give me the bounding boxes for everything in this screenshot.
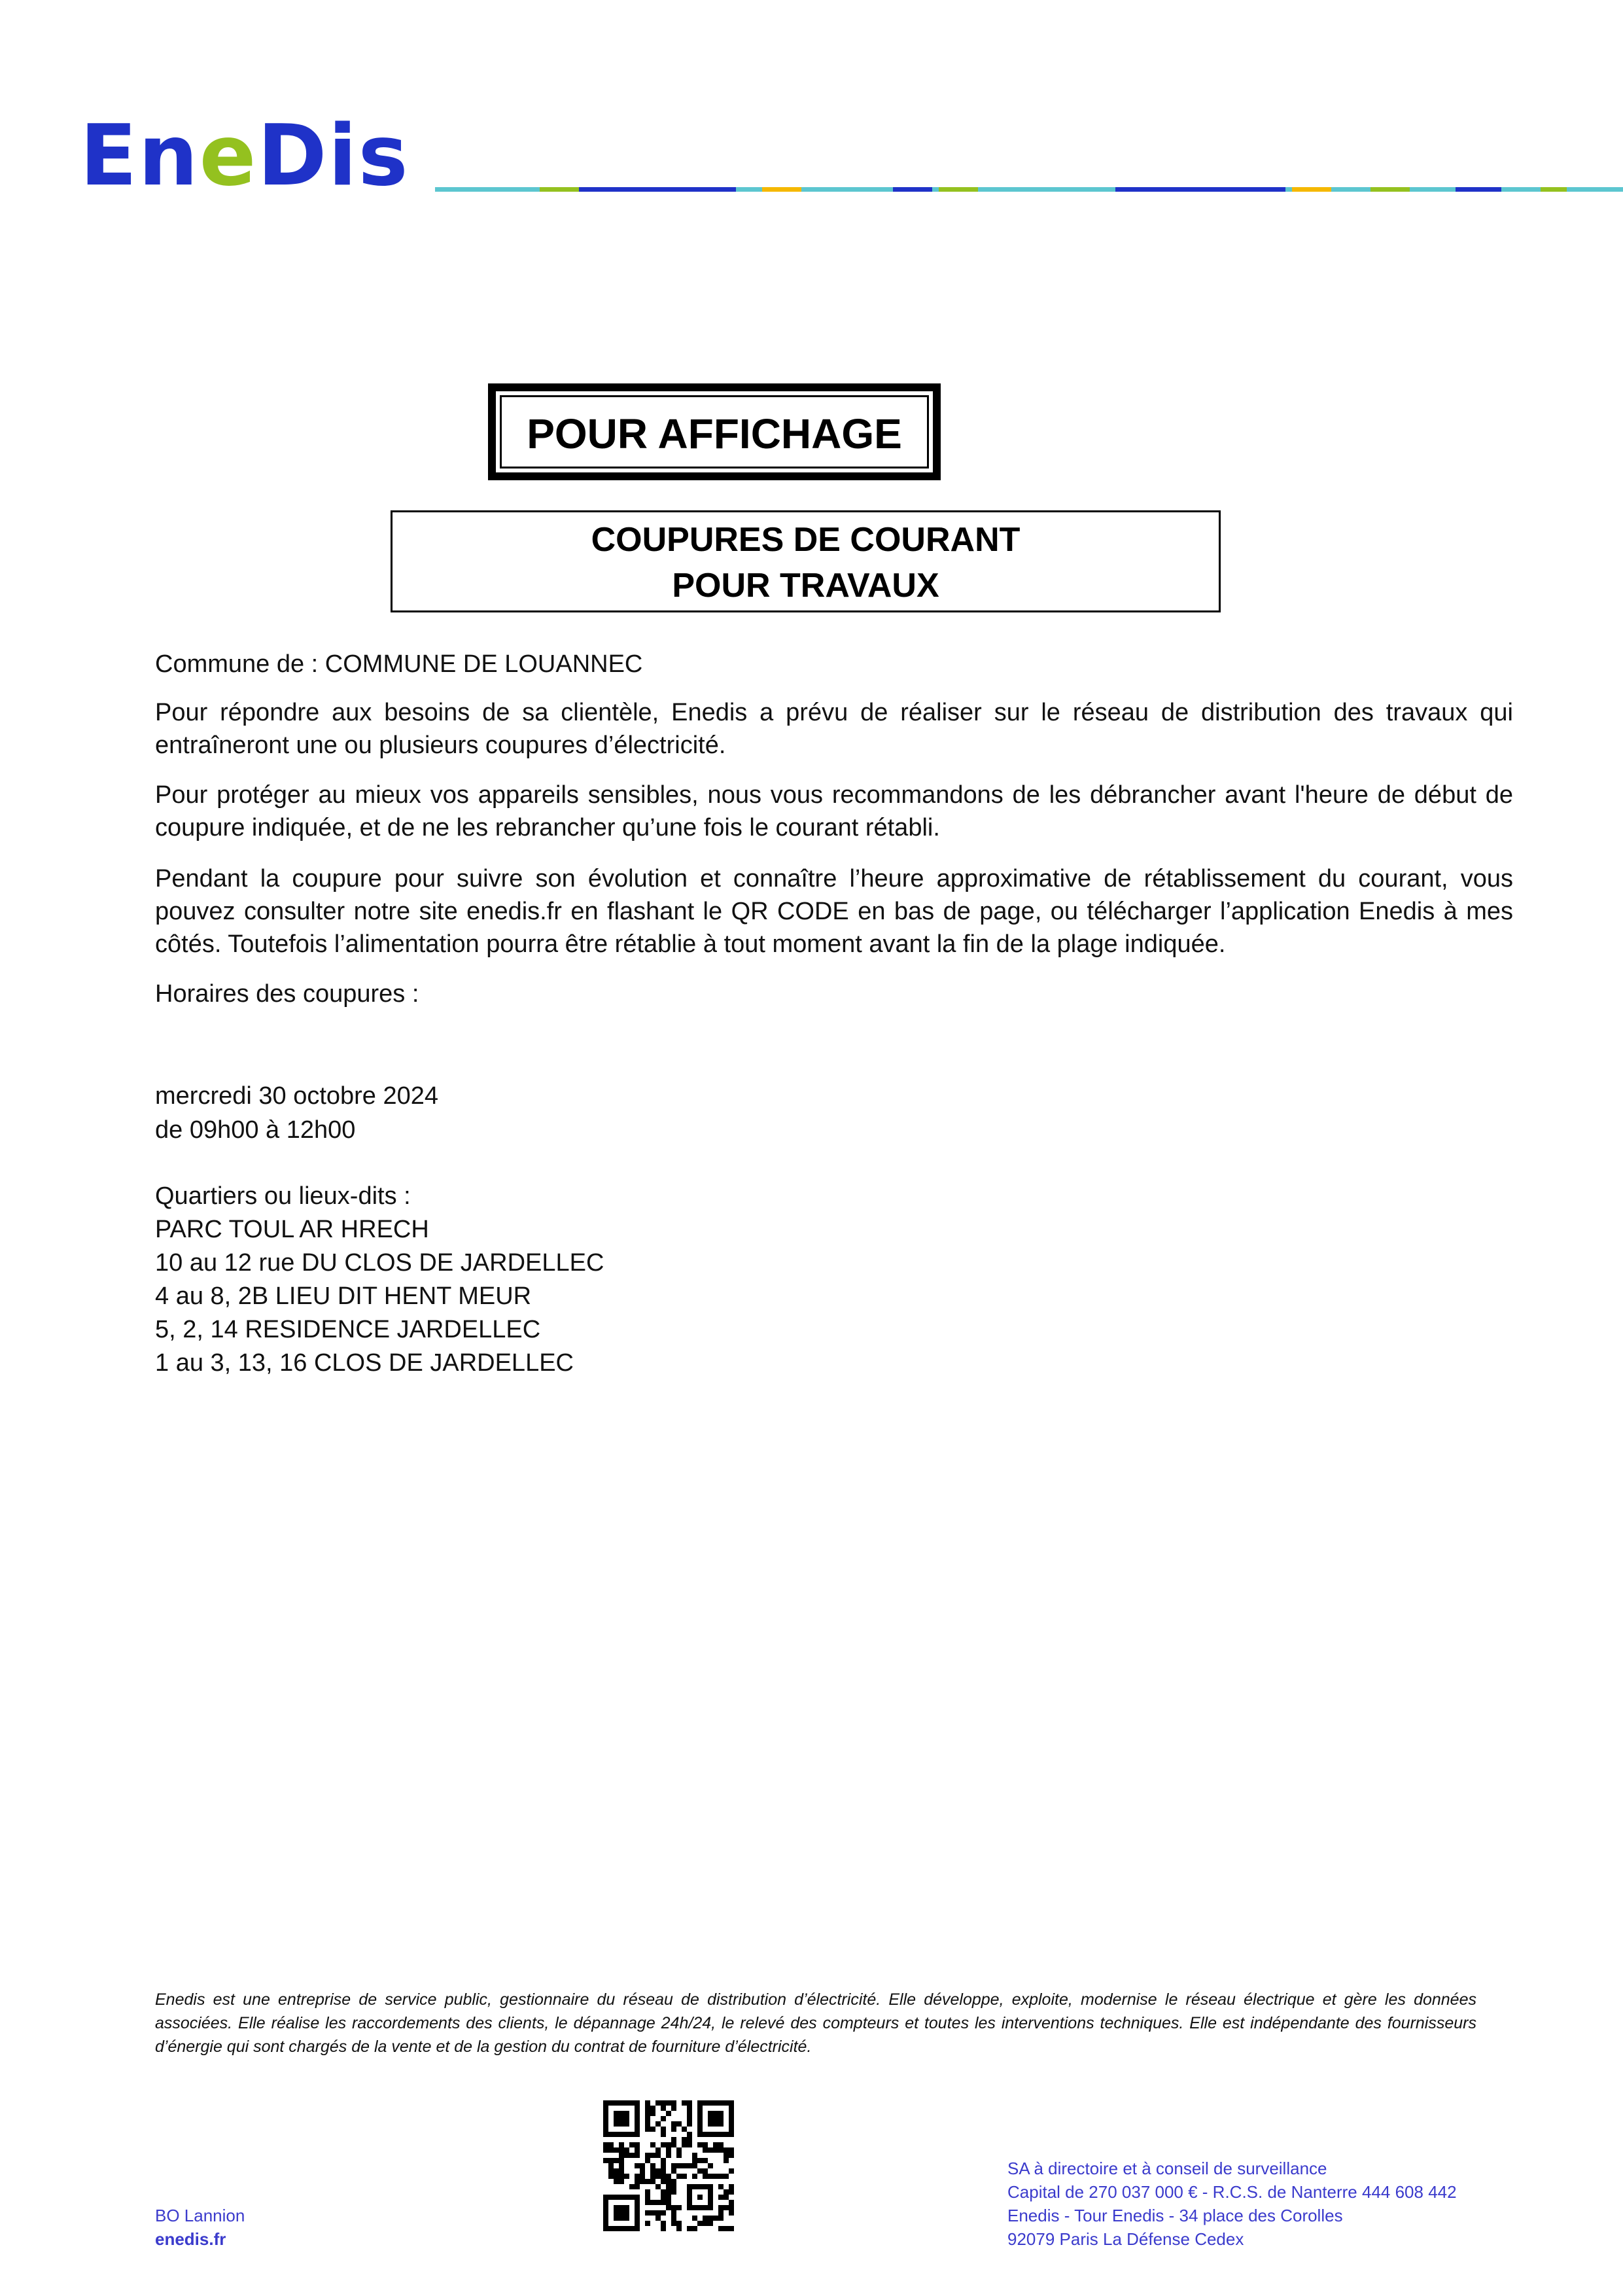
header-stripe bbox=[435, 187, 1623, 192]
subtitle-box bbox=[391, 510, 1221, 612]
footer-website-link[interactable]: enedis.fr bbox=[155, 2229, 226, 2249]
location-item: 5, 2, 14 RESIDENCE JARDELLEC bbox=[155, 1316, 541, 1343]
logo-text-part-2: e bbox=[199, 107, 258, 205]
subtitle-line-1: COUPURES DE COURANT bbox=[591, 521, 1021, 559]
title-box bbox=[488, 383, 941, 480]
outage-time-range: de 09h00 à 12h00 bbox=[155, 1116, 356, 1144]
footer-office: BO Lannion bbox=[155, 2206, 245, 2225]
location-item: 10 au 12 rue DU CLOS DE JARDELLEC bbox=[155, 1249, 604, 1277]
paragraph-appliances: Pour protéger au mieux vos appareils sensibles, nous vous recommandons de les débrancher avant l'heure de début de coupure indiquée, et de ne les rebrancher qu’une fois le courant rétabli. bbox=[155, 781, 1513, 841]
paragraph-follow-up: Pendant la coupure pour suivre son évolution et connaître l’heure approximative de rétablissement du courant, vous pouvez consulter notre site enedis.fr en flashant le QR CODE en bas de page, ou télécharger l’application Enedis à mes côtés. Toutefois l’alimentation pourra être rétablie à tout moment avant la fin de la plage indiquée. bbox=[155, 865, 1513, 958]
footer-disclaimer: Enedis est une entreprise de service public, gestionnaire du réseau de distribution d’électricité. Elle développe, exploite, modernise le réseau électrique et gère les données associées. Elle réalise les raccordements des clients, le dépannage 24h/24, le relevé des compteurs et toutes les interventions techniques. Elle est indépendante des fournisseurs d’énergie qui sont chargés de la vente et de la gestion du contrat de fourniture d’électricité. bbox=[155, 1990, 1476, 2056]
logo-text-part-3: Dis bbox=[257, 107, 410, 205]
enedis-logo bbox=[80, 107, 423, 205]
locations-heading: Quartiers ou lieux-dits : bbox=[155, 1182, 411, 1210]
qr-code-icon[interactable] bbox=[603, 2100, 734, 2231]
footer-company-line: Capital de 270 037 000 € - R.C.S. de Nanterre 444 608 442 bbox=[1007, 2182, 1457, 2202]
logo-text-part-1: En bbox=[80, 107, 200, 205]
footer-company-line: 92079 Paris La Défense Cedex bbox=[1007, 2229, 1244, 2249]
schedule-heading: Horaires des coupures : bbox=[155, 980, 419, 1008]
subtitle-line-2: POUR TRAVAUX bbox=[672, 567, 939, 605]
footer-company-line: Enedis - Tour Enedis - 34 place des Corolles bbox=[1007, 2206, 1343, 2225]
commune-line: Commune de : COMMUNE DE LOUANNEC bbox=[155, 650, 643, 678]
paragraph-intro: Pour répondre aux besoins de sa clientèle, Enedis a prévu de réaliser sur le réseau de distribution des travaux qui entraîneront une ou plusieurs coupures d’électricité. bbox=[155, 699, 1513, 759]
outage-date: mercredi 30 octobre 2024 bbox=[155, 1082, 439, 1110]
notice-title: POUR AFFICHAGE bbox=[527, 410, 902, 457]
location-item: 1 au 3, 13, 16 CLOS DE JARDELLEC bbox=[155, 1349, 574, 1377]
location-item: 4 au 8, 2B LIEU DIT HENT MEUR bbox=[155, 1282, 532, 1310]
location-item: PARC TOUL AR HRECH bbox=[155, 1216, 429, 1243]
footer-company-line: SA à directoire et à conseil de surveillance bbox=[1007, 2159, 1327, 2178]
